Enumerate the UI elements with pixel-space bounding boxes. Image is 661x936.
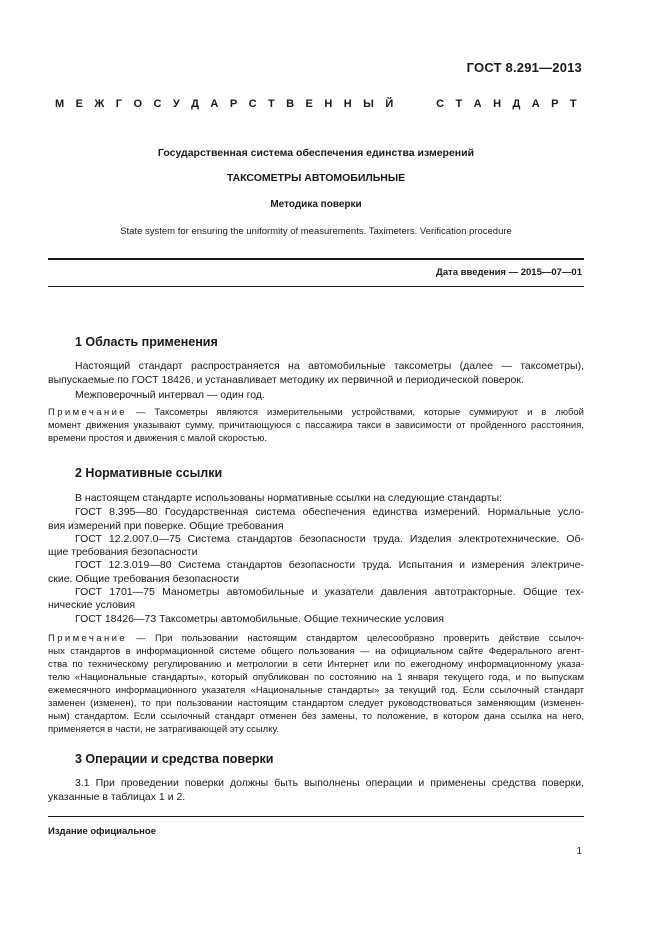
- banner-letter: Р: [551, 98, 559, 110]
- reference-line: вия измерений при поверке. Общие требования: [48, 520, 284, 532]
- banner-letter: С: [153, 98, 162, 110]
- banner-letter: Д: [512, 98, 521, 110]
- banner-letter: У: [172, 98, 180, 110]
- english-title: State system for ensuring the uniformity of measurements. Taximeters. Verification procedure: [120, 226, 512, 237]
- banner-letter: Н: [343, 98, 352, 110]
- banner-letter: А: [531, 98, 540, 110]
- system-title: Государственная система обеспечения единства измерений: [157, 147, 475, 159]
- section-2-note-line: заменен (изменен), то при пользовании настоящим стандартом следует руководствоваться заменяющим (изменен-: [48, 698, 584, 709]
- section-1-paragraph-line: Настоящий стандарт распространяется на автомобильные таксометры (далее — таксометры),: [75, 360, 584, 372]
- banner-letter: В: [286, 98, 295, 110]
- section-3-paragraph-line: указанные в таблицах 1 и 2.: [48, 791, 186, 803]
- banner-letter: Ж: [94, 98, 105, 110]
- introduction-date: Дата введения — 2015—07—01: [436, 267, 582, 278]
- banner-letter: Е: [75, 98, 83, 110]
- section-2-note-line: Примечание — При пользовании настоящим стандартом целесообразно проверить действие ссылоч-: [48, 633, 584, 644]
- banner-word-gap: [405, 98, 425, 110]
- section-1-note-line: времени простоя и движения с малой скоростью.: [48, 433, 267, 444]
- banner-letter: Т: [569, 98, 577, 110]
- banner-letter: О: [133, 98, 143, 110]
- reference-line: ГОСТ 12.3.019—80 Система стандартов безопасности труда. Испытания и измерения электриче-: [75, 559, 584, 571]
- reference-line: ГОСТ 1701—75 Манометры автомобильные и указатели давления автотракторные. Общие тех-: [75, 586, 584, 598]
- section-1-note-line: Примечание — Таксометры являются измерительными устройствами, которые суммируют и в любой: [48, 407, 584, 418]
- section-1-paragraph-line: выпускаемые по ГОСТ 18426, и устанавливает методику их первичной и периодической поверок.: [48, 374, 524, 386]
- banner-letter: А: [210, 98, 219, 110]
- reference-line: ГОСТ 18426—73 Таксометры автомобильные. Общие технические условия: [75, 613, 444, 625]
- section-3-paragraph-line: 3.1 При проведении поверки должны быть выполнены операции и применены средства поверки,: [75, 777, 584, 789]
- date-divider: [48, 286, 584, 287]
- banner-letter: Н: [324, 98, 333, 110]
- reference-line: ГОСТ 12.2.007.0—75 Система стандартов безопасности труда. Изделия электротехнические. Об-: [75, 533, 584, 545]
- banner-letter: Т: [267, 98, 275, 110]
- title-divider: [48, 258, 584, 260]
- banner-letter: Ы: [363, 98, 374, 110]
- footer-divider: [48, 816, 584, 817]
- banner-letter: Н: [493, 98, 502, 110]
- section-2-note-line: ным) стандартом. Если ссылочный стандарт отменен без замены, то положение, в котором дана ссылка на него,: [48, 711, 584, 722]
- section-1-heading: 1 Область применения: [75, 335, 218, 349]
- section-2-heading: 2 Нормативные ссылки: [75, 466, 223, 480]
- document-title: ТАКСОМЕТРЫ АВТОМОБИЛЬНЫЕ: [226, 172, 406, 184]
- banner-letter: С: [248, 98, 257, 110]
- banner-letter: Е: [305, 98, 313, 110]
- banner-letter: Г: [115, 98, 123, 110]
- section-2-note-line: ежемесячного информационного указателя «Национальные стандарты» за текущий год. Если ссылочный стандарт: [48, 685, 584, 696]
- edition-label: Издание официальное: [48, 826, 156, 837]
- banner-letter: М: [55, 98, 65, 110]
- section-2-note-line: ных стандартов в информационной системе общего пользования — на официальном сайте Федерального агент-: [48, 646, 584, 657]
- interstate-standard-banner: [55, 98, 577, 110]
- banner-letter: С: [436, 98, 445, 110]
- banner-letter: Т: [455, 98, 463, 110]
- section-1-note-line: момент движения указывают сумму, причитающуюся с пассажира такси в зависимости от пройденного расстояния,: [48, 420, 584, 431]
- section-2-note-line: телю «Национальные стандарты», который опубликован по состоянию на 1 января текущего года, и по выпускам: [48, 672, 584, 683]
- section-2-intro: В настоящем стандарте использованы нормативные ссылки на следующие стандарты:: [75, 492, 502, 504]
- document-number: ГОСТ 8.291—2013: [466, 60, 582, 75]
- banner-letter: Й: [385, 98, 394, 110]
- document-subtitle: Методика поверки: [270, 199, 362, 210]
- section-1-interval: Межповерочный интервал — один год.: [75, 389, 265, 401]
- reference-line: нические условия: [48, 599, 136, 611]
- reference-line: ГОСТ 8.395—80 Государственная система обеспечения единства измерений. Нормальные усло-: [75, 506, 584, 518]
- reference-line: ские. Общие требования безопасности: [48, 573, 239, 585]
- banner-letter: Р: [229, 98, 238, 110]
- banner-letter: А: [473, 98, 482, 110]
- banner-letter: Д: [191, 98, 199, 110]
- section-3-heading: 3 Операции и средства поверки: [75, 752, 274, 766]
- section-2-note-line: применяется в части, не затрагивающей эту ссылку.: [48, 724, 279, 735]
- reference-line: щие требования безопасности: [48, 546, 198, 558]
- section-2-note-line: ства по техническому регулированию и метрологии в сети Интернет или по ежегодному информационному указа-: [48, 659, 584, 670]
- page-number: 1: [576, 846, 582, 857]
